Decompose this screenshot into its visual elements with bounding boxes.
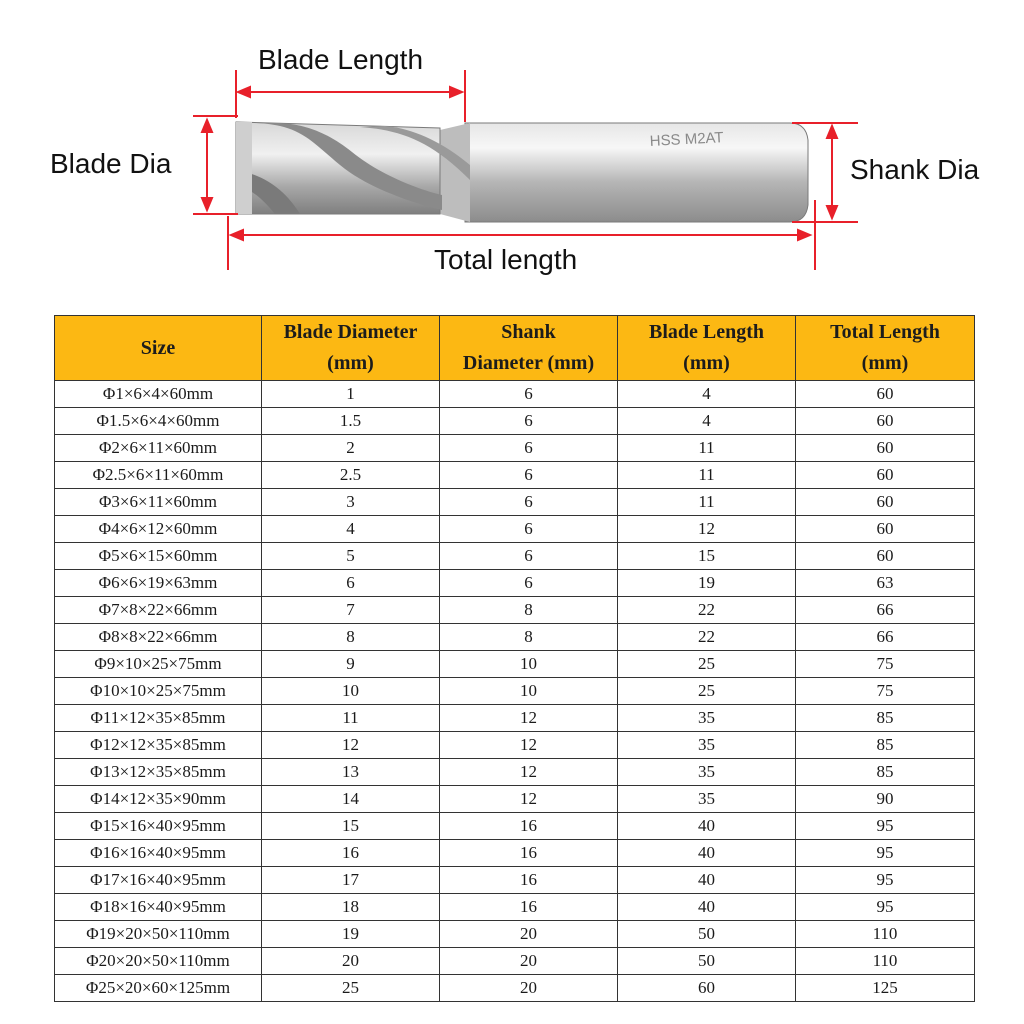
cell-blade-diameter: 19 (262, 921, 440, 948)
cell-blade-diameter: 5 (262, 543, 440, 570)
cell-blade-diameter: 1 (262, 381, 440, 408)
blade-tip (236, 122, 252, 214)
cell-size: Φ13×12×35×85mm (55, 759, 262, 786)
cell-blade-length: 11 (618, 489, 796, 516)
cell-total-length: 60 (796, 516, 975, 543)
cell-size: Φ7×8×22×66mm (55, 597, 262, 624)
cell-blade-length: 60 (618, 975, 796, 1002)
cell-total-length: 66 (796, 624, 975, 651)
cell-blade-diameter: 15 (262, 813, 440, 840)
cell-blade-diameter: 17 (262, 867, 440, 894)
cell-shank-diameter: 12 (440, 786, 618, 813)
cell-blade-diameter: 1.5 (262, 408, 440, 435)
blade-length-label: Blade Length (258, 44, 424, 75)
shank-marking: HSS M2AT (649, 129, 725, 150)
cell-blade-length: 35 (618, 705, 796, 732)
cell-blade-length: 50 (618, 948, 796, 975)
cell-shank-diameter: 20 (440, 921, 618, 948)
cell-size: Φ8×8×22×66mm (55, 624, 262, 651)
total-length-label: Total length (434, 244, 578, 275)
table-row (55, 435, 975, 462)
cell-blade-length: 22 (618, 624, 796, 651)
table-row (55, 570, 975, 597)
cell-size: Φ20×20×50×110mm (55, 948, 262, 975)
table-row (55, 732, 975, 759)
cell-blade-diameter: 12 (262, 732, 440, 759)
cell-blade-length: 40 (618, 894, 796, 921)
cell-blade-diameter: 3 (262, 489, 440, 516)
cell-blade-diameter: 16 (262, 840, 440, 867)
cell-shank-diameter: 6 (440, 462, 618, 489)
cell-size: Φ2.5×6×11×60mm (55, 462, 262, 489)
cell-blade-diameter: 8 (262, 624, 440, 651)
table-row (55, 381, 975, 408)
cell-total-length: 60 (796, 462, 975, 489)
cell-shank-diameter: 16 (440, 894, 618, 921)
header-blade-diameter: Blade Diameter (mm) (262, 316, 440, 381)
cell-blade-length: 40 (618, 840, 796, 867)
header-total-length: Total Length (mm) (796, 316, 975, 381)
table-row (55, 462, 975, 489)
table-row (55, 840, 975, 867)
cell-blade-length: 35 (618, 786, 796, 813)
cell-total-length: 60 (796, 435, 975, 462)
cell-blade-length: 40 (618, 813, 796, 840)
cell-blade-diameter: 6 (262, 570, 440, 597)
table-row (55, 867, 975, 894)
cell-shank-diameter: 6 (440, 489, 618, 516)
table-row (55, 489, 975, 516)
cell-shank-diameter: 10 (440, 651, 618, 678)
cell-shank-diameter: 8 (440, 624, 618, 651)
cell-total-length: 75 (796, 651, 975, 678)
cell-size: Φ1.5×6×4×60mm (55, 408, 262, 435)
cell-blade-length: 15 (618, 543, 796, 570)
cell-blade-diameter: 9 (262, 651, 440, 678)
cell-blade-length: 19 (618, 570, 796, 597)
cell-shank-diameter: 6 (440, 516, 618, 543)
cell-total-length: 95 (796, 867, 975, 894)
cell-blade-diameter: 13 (262, 759, 440, 786)
cell-shank-diameter: 10 (440, 678, 618, 705)
cell-total-length: 95 (796, 813, 975, 840)
cell-size: Φ14×12×35×90mm (55, 786, 262, 813)
cell-shank-diameter: 8 (440, 597, 618, 624)
table-row (55, 948, 975, 975)
cell-size: Φ11×12×35×85mm (55, 705, 262, 732)
header-shank-diameter: Shank Diameter (mm) (440, 316, 618, 381)
cell-size: Φ18×16×40×95mm (55, 894, 262, 921)
cell-shank-diameter: 20 (440, 948, 618, 975)
cell-shank-diameter: 12 (440, 732, 618, 759)
cell-size: Φ10×10×25×75mm (55, 678, 262, 705)
cell-size: Φ6×6×19×63mm (55, 570, 262, 597)
cell-blade-diameter: 7 (262, 597, 440, 624)
cell-total-length: 110 (796, 948, 975, 975)
cell-total-length: 110 (796, 921, 975, 948)
cell-blade-diameter: 20 (262, 948, 440, 975)
table-header-row (55, 316, 975, 381)
cell-size: Φ5×6×15×60mm (55, 543, 262, 570)
cell-total-length: 60 (796, 408, 975, 435)
cell-shank-diameter: 16 (440, 867, 618, 894)
cell-shank-diameter: 6 (440, 408, 618, 435)
cell-blade-length: 4 (618, 381, 796, 408)
cell-blade-diameter: 11 (262, 705, 440, 732)
cell-blade-length: 11 (618, 435, 796, 462)
table-row (55, 516, 975, 543)
cell-shank-diameter: 6 (440, 570, 618, 597)
shank-body (465, 123, 808, 222)
cell-size: Φ15×16×40×95mm (55, 813, 262, 840)
cell-blade-length: 11 (618, 462, 796, 489)
table-row (55, 408, 975, 435)
cell-shank-diameter: 6 (440, 435, 618, 462)
header-blade-length: Blade Length (mm) (618, 316, 796, 381)
table-row (55, 921, 975, 948)
cell-size: Φ16×16×40×95mm (55, 840, 262, 867)
cell-blade-diameter: 2 (262, 435, 440, 462)
cell-total-length: 60 (796, 543, 975, 570)
table-row (55, 705, 975, 732)
cell-size: Φ12×12×35×85mm (55, 732, 262, 759)
table-row (55, 786, 975, 813)
cell-blade-length: 35 (618, 759, 796, 786)
table-row (55, 813, 975, 840)
table-row (55, 624, 975, 651)
table-row (55, 678, 975, 705)
cell-blade-diameter: 10 (262, 678, 440, 705)
cell-blade-length: 35 (618, 732, 796, 759)
cell-total-length: 85 (796, 732, 975, 759)
cell-blade-length: 25 (618, 651, 796, 678)
table-row (55, 543, 975, 570)
cell-blade-diameter: 25 (262, 975, 440, 1002)
cell-size: Φ19×20×50×110mm (55, 921, 262, 948)
cell-shank-diameter: 16 (440, 840, 618, 867)
cell-size: Φ3×6×11×60mm (55, 489, 262, 516)
blade-dia-label: Blade Dia (50, 148, 172, 179)
header-size: Size (55, 316, 262, 381)
cell-size: Φ1×6×4×60mm (55, 381, 262, 408)
cell-size: Φ25×20×60×125mm (55, 975, 262, 1002)
cell-size: Φ4×6×12×60mm (55, 516, 262, 543)
cell-blade-length: 25 (618, 678, 796, 705)
cell-total-length: 95 (796, 894, 975, 921)
cell-size: Φ17×16×40×95mm (55, 867, 262, 894)
cell-total-length: 63 (796, 570, 975, 597)
table-row (55, 975, 975, 1002)
cell-total-length: 60 (796, 381, 975, 408)
cell-shank-diameter: 6 (440, 543, 618, 570)
cell-shank-diameter: 16 (440, 813, 618, 840)
cell-shank-diameter: 20 (440, 975, 618, 1002)
cell-total-length: 75 (796, 678, 975, 705)
table-row (55, 597, 975, 624)
table-row (55, 894, 975, 921)
cell-total-length: 66 (796, 597, 975, 624)
table-row (55, 651, 975, 678)
cell-shank-diameter: 6 (440, 381, 618, 408)
cell-shank-diameter: 12 (440, 759, 618, 786)
cell-total-length: 95 (796, 840, 975, 867)
table-body (55, 381, 975, 1002)
cell-shank-diameter: 12 (440, 705, 618, 732)
end-mill-diagram (0, 0, 1024, 300)
cell-blade-length: 4 (618, 408, 796, 435)
cell-blade-diameter: 18 (262, 894, 440, 921)
cell-total-length: 60 (796, 489, 975, 516)
cell-blade-length: 12 (618, 516, 796, 543)
cell-blade-length: 50 (618, 921, 796, 948)
cell-size: Φ2×6×11×60mm (55, 435, 262, 462)
cell-blade-length: 40 (618, 867, 796, 894)
cell-total-length: 90 (796, 786, 975, 813)
cell-blade-length: 22 (618, 597, 796, 624)
cell-blade-diameter: 2.5 (262, 462, 440, 489)
cell-total-length: 85 (796, 705, 975, 732)
cell-size: Φ9×10×25×75mm (55, 651, 262, 678)
shank-dia-label: Shank Dia (850, 154, 980, 185)
cell-blade-diameter: 4 (262, 516, 440, 543)
cell-total-length: 125 (796, 975, 975, 1002)
cell-total-length: 85 (796, 759, 975, 786)
spec-table (54, 315, 975, 1002)
cell-blade-diameter: 14 (262, 786, 440, 813)
table-row (55, 759, 975, 786)
